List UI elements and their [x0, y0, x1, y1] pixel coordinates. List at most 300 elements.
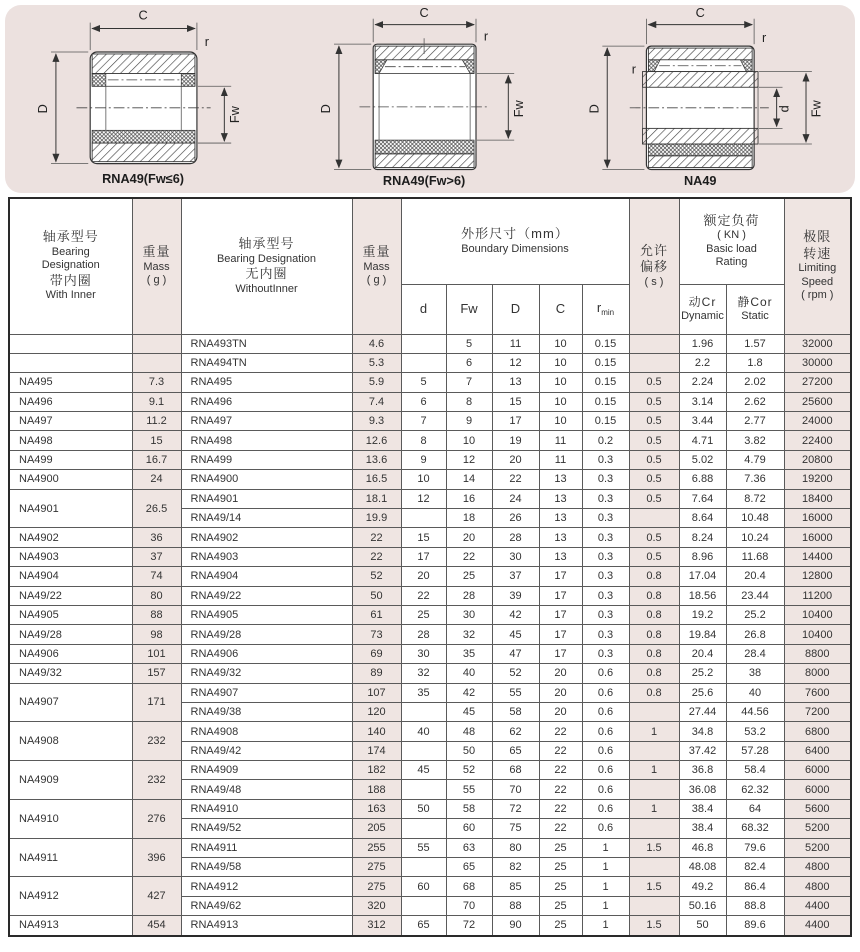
rna-mass-cell: 52	[352, 567, 401, 586]
rna-mass-cell: 275	[352, 858, 401, 877]
allowable-offset-cell: 0.8	[629, 625, 679, 644]
allowable-offset-cell: 0.5	[629, 450, 679, 469]
diagram-rna49-fw-large	[288, 5, 571, 193]
rna-designation-cell: RNA495	[181, 373, 352, 392]
na-designation-cell: NA49/32	[9, 664, 132, 683]
dim-rmin-cell: 0.3	[582, 586, 629, 605]
diagram-caption: NA49	[683, 173, 717, 189]
na-designation-cell: NA4908	[9, 722, 132, 761]
dim-d-cell: 17	[401, 547, 446, 566]
na-designation-cell: NA495	[9, 373, 132, 392]
table-row	[9, 877, 851, 896]
rna-mass-cell: 4.6	[352, 334, 401, 353]
limiting-speed-cell: 7200	[784, 702, 851, 721]
na-mass-cell: 74	[132, 567, 181, 586]
rna-mass-cell: 19.9	[352, 509, 401, 528]
allowable-offset-cell: 1	[629, 761, 679, 780]
rna-mass-cell: 163	[352, 799, 401, 818]
rna-designation-cell: RNA496	[181, 392, 352, 411]
allowable-offset-cell	[629, 702, 679, 721]
dim-d-cell	[401, 509, 446, 528]
col-group-basic-load-rating: 额定负荷 ( KN ) Basic load Rating	[679, 198, 784, 284]
dim-d-cell: 40	[401, 722, 446, 741]
na-mass-cell: 37	[132, 547, 181, 566]
dim-d-cell: 5	[401, 373, 446, 392]
na-designation-cell: NA4904	[9, 567, 132, 586]
limiting-speed-cell: 14400	[784, 547, 851, 566]
allowable-offset-cell	[629, 780, 679, 799]
dim-C-cell: 17	[539, 625, 582, 644]
allowable-offset-cell: 1.5	[629, 838, 679, 857]
dim-rmin-cell: 0.2	[582, 431, 629, 450]
dynamic-load-cell: 4.71	[679, 431, 726, 450]
dim-label-C: C	[138, 7, 148, 23]
dynamic-load-cell: 8.64	[679, 509, 726, 528]
allowable-offset-cell: 0.8	[629, 567, 679, 586]
allowable-offset-cell: 0.5	[629, 392, 679, 411]
table-row	[9, 625, 851, 644]
dynamic-load-cell: 25.2	[679, 664, 726, 683]
allowable-offset-cell	[629, 741, 679, 760]
static-load-cell: 7.36	[726, 470, 784, 489]
bearing-cross-section-drawing	[11, 5, 281, 193]
dim-rmin-cell: 0.3	[582, 528, 629, 547]
dim-fw-cell: 16	[446, 489, 492, 508]
dim-D-cell: 47	[492, 644, 539, 663]
dim-d-cell: 8	[401, 431, 446, 450]
na-designation-cell: NA498	[9, 431, 132, 450]
dim-fw-cell: 14	[446, 470, 492, 489]
col-header-C: C	[539, 284, 582, 334]
na-mass-cell: 11.2	[132, 412, 181, 431]
rna-mass-cell: 18.1	[352, 489, 401, 508]
dim-rmin-cell: 1	[582, 858, 629, 877]
rna-designation-cell: RNA4908	[181, 722, 352, 741]
dynamic-load-cell: 38.4	[679, 819, 726, 838]
rna-designation-cell: RNA49/52	[181, 819, 352, 838]
dim-rmin-cell: 0.3	[582, 470, 629, 489]
allowable-offset-cell: 0.5	[629, 412, 679, 431]
dim-d-cell	[401, 702, 446, 721]
dim-d-cell	[401, 819, 446, 838]
static-load-cell: 4.79	[726, 450, 784, 469]
bearing-cross-section-drawing	[294, 5, 564, 193]
na-mass-cell: 26.5	[132, 489, 181, 528]
na-designation-cell: NA4913	[9, 916, 132, 936]
limiting-speed-cell: 18400	[784, 489, 851, 508]
rna-mass-cell: 140	[352, 722, 401, 741]
na-mass-cell: 36	[132, 528, 181, 547]
na-designation-cell: NA4901	[9, 489, 132, 528]
dim-d-cell: 50	[401, 799, 446, 818]
dim-d-cell: 45	[401, 761, 446, 780]
static-load-cell: 2.02	[726, 373, 784, 392]
rna-designation-cell: RNA4900	[181, 470, 352, 489]
rna-mass-cell: 275	[352, 877, 401, 896]
dim-rmin-cell: 0.6	[582, 664, 629, 683]
limiting-speed-cell: 20800	[784, 450, 851, 469]
dynamic-load-cell: 6.88	[679, 470, 726, 489]
dynamic-load-cell: 17.04	[679, 567, 726, 586]
dim-rmin-cell: 0.15	[582, 392, 629, 411]
dim-d-cell	[401, 858, 446, 877]
na-designation-cell: NA4900	[9, 470, 132, 489]
dim-fw-cell: 40	[446, 664, 492, 683]
dim-D-cell: 72	[492, 799, 539, 818]
table-row	[9, 586, 851, 605]
dim-C-cell: 13	[539, 489, 582, 508]
dim-C-cell: 22	[539, 722, 582, 741]
dim-C-cell: 25	[539, 877, 582, 896]
dim-rmin-cell: 0.3	[582, 605, 629, 624]
dim-D-cell: 75	[492, 819, 539, 838]
dim-fw-cell: 45	[446, 702, 492, 721]
dim-D-cell: 62	[492, 722, 539, 741]
dynamic-load-cell: 46.8	[679, 838, 726, 857]
dynamic-load-cell: 48.08	[679, 858, 726, 877]
dim-d-cell	[401, 780, 446, 799]
dim-d-cell: 30	[401, 644, 446, 663]
dim-C-cell: 20	[539, 664, 582, 683]
dim-label-r: r	[483, 28, 488, 44]
na-mass-cell: 101	[132, 644, 181, 663]
dim-fw-cell: 68	[446, 877, 492, 896]
rna-designation-cell: RNA4902	[181, 528, 352, 547]
dim-d-cell: 20	[401, 567, 446, 586]
static-load-cell: 10.48	[726, 509, 784, 528]
dim-d-cell	[401, 896, 446, 915]
allowable-offset-cell: 0.8	[629, 586, 679, 605]
dim-C-cell: 10	[539, 373, 582, 392]
table-body	[9, 334, 851, 936]
bearing-diagrams-panel	[5, 5, 855, 193]
dim-D-cell: 19	[492, 431, 539, 450]
dim-label-D: D	[317, 104, 333, 114]
dim-C-cell: 17	[539, 644, 582, 663]
dynamic-load-cell: 7.64	[679, 489, 726, 508]
dim-D-cell: 88	[492, 896, 539, 915]
dim-D-cell: 26	[492, 509, 539, 528]
rna-mass-cell: 205	[352, 819, 401, 838]
allowable-offset-cell: 1.5	[629, 877, 679, 896]
dim-fw-cell: 18	[446, 509, 492, 528]
rna-designation-cell: RNA494TN	[181, 353, 352, 372]
limiting-speed-cell: 4800	[784, 858, 851, 877]
na-designation-cell: NA496	[9, 392, 132, 411]
dim-D-cell: 13	[492, 373, 539, 392]
na-designation-cell: NA4903	[9, 547, 132, 566]
table-row	[9, 644, 851, 663]
dynamic-load-cell: 18.56	[679, 586, 726, 605]
dim-D-cell: 65	[492, 741, 539, 760]
limiting-speed-cell: 6000	[784, 780, 851, 799]
na-mass-cell: 454	[132, 916, 181, 936]
dim-d-cell: 65	[401, 916, 446, 936]
dim-rmin-cell: 0.3	[582, 625, 629, 644]
dynamic-load-cell: 2.2	[679, 353, 726, 372]
dim-label-r: r	[205, 34, 210, 50]
dim-fw-cell: 12	[446, 450, 492, 469]
rna-designation-cell: RNA4912	[181, 877, 352, 896]
limiting-speed-cell: 19200	[784, 470, 851, 489]
limiting-speed-cell: 6800	[784, 722, 851, 741]
table-row	[9, 392, 851, 411]
dim-D-cell: 30	[492, 547, 539, 566]
allowable-offset-cell: 1	[629, 722, 679, 741]
na-designation-cell: NA49/28	[9, 625, 132, 644]
col-header-d: d	[401, 284, 446, 334]
limiting-speed-cell: 6400	[784, 741, 851, 760]
col-header-static: 静Cor Static	[726, 284, 784, 334]
dim-rmin-cell: 0.3	[582, 644, 629, 663]
allowable-offset-cell: 0.5	[629, 489, 679, 508]
dim-C-cell: 25	[539, 838, 582, 857]
na-mass-cell: 9.1	[132, 392, 181, 411]
dim-C-cell: 17	[539, 567, 582, 586]
dim-label-D: D	[586, 104, 602, 114]
na-mass-cell: 396	[132, 838, 181, 877]
dim-D-cell: 68	[492, 761, 539, 780]
dim-C-cell: 22	[539, 741, 582, 760]
static-load-cell: 82.4	[726, 858, 784, 877]
dim-D-cell: 20	[492, 450, 539, 469]
allowable-offset-cell: 1.5	[629, 916, 679, 936]
rna-mass-cell: 107	[352, 683, 401, 702]
na-mass-cell: 7.3	[132, 373, 181, 392]
dynamic-load-cell: 36.8	[679, 761, 726, 780]
na-mass-cell	[132, 353, 181, 372]
rna-designation-cell: RNA4903	[181, 547, 352, 566]
static-load-cell: 1.8	[726, 353, 784, 372]
col-header-allowable-offset: 允许 偏移 ( s )	[629, 198, 679, 334]
dim-fw-cell: 28	[446, 586, 492, 605]
rna-mass-cell: 188	[352, 780, 401, 799]
rna-mass-cell: 312	[352, 916, 401, 936]
rna-designation-cell: RNA497	[181, 412, 352, 431]
static-load-cell: 38	[726, 664, 784, 683]
table-row	[9, 605, 851, 624]
static-load-cell: 25.2	[726, 605, 784, 624]
rna-mass-cell: 16.5	[352, 470, 401, 489]
dim-C-cell: 22	[539, 819, 582, 838]
rna-designation-cell: RNA49/48	[181, 780, 352, 799]
dim-label-D: D	[35, 104, 51, 114]
dynamic-load-cell: 49.2	[679, 877, 726, 896]
static-load-cell: 57.28	[726, 741, 784, 760]
dim-fw-cell: 30	[446, 605, 492, 624]
dim-d-cell: 10	[401, 470, 446, 489]
rna-designation-cell: RNA49/14	[181, 509, 352, 528]
dim-d-cell: 32	[401, 664, 446, 683]
dim-D-cell: 11	[492, 334, 539, 353]
na-designation-cell: NA49/22	[9, 586, 132, 605]
dim-rmin-cell: 0.6	[582, 819, 629, 838]
dim-D-cell: 28	[492, 528, 539, 547]
static-load-cell: 23.44	[726, 586, 784, 605]
dim-d-cell	[401, 741, 446, 760]
dim-fw-cell: 63	[446, 838, 492, 857]
static-load-cell: 11.68	[726, 547, 784, 566]
dim-C-cell: 10	[539, 392, 582, 411]
dim-rmin-cell: 0.3	[582, 509, 629, 528]
table-row	[9, 916, 851, 936]
table-row	[9, 567, 851, 586]
dim-C-cell: 17	[539, 605, 582, 624]
dim-fw-cell: 70	[446, 896, 492, 915]
dim-d-cell: 9	[401, 450, 446, 469]
col-header-without-inner: 轴承型号 Bearing Designation 无内圈 WithoutInner	[181, 198, 352, 334]
na-mass-cell: 276	[132, 799, 181, 838]
na-mass-cell	[132, 334, 181, 353]
static-load-cell: 28.4	[726, 644, 784, 663]
dim-D-cell: 39	[492, 586, 539, 605]
rna-mass-cell: 320	[352, 896, 401, 915]
dynamic-load-cell: 1.96	[679, 334, 726, 353]
rna-designation-cell: RNA49/58	[181, 858, 352, 877]
limiting-speed-cell: 11200	[784, 586, 851, 605]
dim-D-cell: 12	[492, 353, 539, 372]
rna-mass-cell: 73	[352, 625, 401, 644]
dim-rmin-cell: 0.3	[582, 547, 629, 566]
dim-D-cell: 82	[492, 858, 539, 877]
dynamic-load-cell: 2.24	[679, 373, 726, 392]
limiting-speed-cell: 4400	[784, 916, 851, 936]
dim-label-Fw: Fw	[510, 100, 526, 118]
dim-D-cell: 58	[492, 702, 539, 721]
dim-fw-cell: 9	[446, 412, 492, 431]
allowable-offset-cell	[629, 819, 679, 838]
table-row	[9, 470, 851, 489]
dim-fw-cell: 72	[446, 916, 492, 936]
static-load-cell: 44.56	[726, 702, 784, 721]
static-load-cell: 62.32	[726, 780, 784, 799]
dynamic-load-cell: 20.4	[679, 644, 726, 663]
dim-d-cell: 6	[401, 392, 446, 411]
dim-fw-cell: 7	[446, 373, 492, 392]
dim-label-Fw: Fw	[227, 106, 243, 124]
dim-C-cell: 11	[539, 450, 582, 469]
na-mass-cell: 15	[132, 431, 181, 450]
rna-mass-cell: 61	[352, 605, 401, 624]
na-mass-cell: 98	[132, 625, 181, 644]
dim-D-cell: 37	[492, 567, 539, 586]
dim-fw-cell: 42	[446, 683, 492, 702]
rna-designation-cell: RNA49/22	[181, 586, 352, 605]
dim-C-cell: 22	[539, 799, 582, 818]
dim-rmin-cell: 0.6	[582, 702, 629, 721]
dim-C-cell: 20	[539, 702, 582, 721]
rna-mass-cell: 22	[352, 528, 401, 547]
limiting-speed-cell: 24000	[784, 412, 851, 431]
dynamic-load-cell: 37.42	[679, 741, 726, 760]
static-load-cell: 86.4	[726, 877, 784, 896]
rna-mass-cell: 13.6	[352, 450, 401, 469]
allowable-offset-cell: 0.5	[629, 431, 679, 450]
dim-C-cell: 10	[539, 353, 582, 372]
dim-fw-cell: 8	[446, 392, 492, 411]
dim-rmin-cell: 0.3	[582, 489, 629, 508]
table-row	[9, 838, 851, 857]
dynamic-load-cell: 3.14	[679, 392, 726, 411]
allowable-offset-cell: 1	[629, 799, 679, 818]
dim-fw-cell: 60	[446, 819, 492, 838]
rna-designation-cell: RNA4909	[181, 761, 352, 780]
table-row	[9, 353, 851, 372]
rna-mass-cell: 5.3	[352, 353, 401, 372]
col-header-mass-inner: 重量 Mass ( g )	[132, 198, 181, 334]
table-row	[9, 528, 851, 547]
static-load-cell: 88.8	[726, 896, 784, 915]
rna-designation-cell: RNA49/32	[181, 664, 352, 683]
na-mass-cell: 171	[132, 683, 181, 722]
na-mass-cell: 24	[132, 470, 181, 489]
table-row	[9, 664, 851, 683]
dim-D-cell: 24	[492, 489, 539, 508]
col-header-fw: Fw	[446, 284, 492, 334]
rna-mass-cell: 5.9	[352, 373, 401, 392]
dim-d-cell: 25	[401, 605, 446, 624]
rna-designation-cell: RNA498	[181, 431, 352, 450]
na-mass-cell: 80	[132, 586, 181, 605]
dim-d-cell: 22	[401, 586, 446, 605]
dynamic-load-cell: 8.24	[679, 528, 726, 547]
diagram-caption: RNA49(Fw≤6)	[102, 171, 185, 187]
dim-C-cell: 13	[539, 509, 582, 528]
dim-rmin-cell: 0.3	[582, 450, 629, 469]
rna-mass-cell: 69	[352, 644, 401, 663]
dim-label-r: r	[761, 30, 767, 46]
rna-designation-cell: RNA4911	[181, 838, 352, 857]
na-mass-cell: 157	[132, 664, 181, 683]
dim-rmin-cell: 0.15	[582, 412, 629, 431]
na-designation-cell: NA4902	[9, 528, 132, 547]
dim-C-cell: 13	[539, 547, 582, 566]
dim-C-cell: 22	[539, 780, 582, 799]
dim-C-cell: 25	[539, 916, 582, 936]
dim-fw-cell: 5	[446, 334, 492, 353]
allowable-offset-cell: 0.8	[629, 605, 679, 624]
dynamic-load-cell: 8.96	[679, 547, 726, 566]
dim-D-cell: 22	[492, 470, 539, 489]
dim-rmin-cell: 0.6	[582, 683, 629, 702]
dim-fw-cell: 55	[446, 780, 492, 799]
na-designation-cell: NA4911	[9, 838, 132, 877]
table-row	[9, 799, 851, 818]
col-header-limiting-speed: 极限 转速 Limiting Speed ( rpm )	[784, 198, 851, 334]
limiting-speed-cell: 27200	[784, 373, 851, 392]
bearing-specs-table	[8, 197, 852, 937]
dim-C-cell: 22	[539, 761, 582, 780]
dim-fw-cell: 20	[446, 528, 492, 547]
dim-fw-cell: 32	[446, 625, 492, 644]
na-designation-cell: NA4907	[9, 683, 132, 722]
na-mass-cell: 232	[132, 761, 181, 800]
rna-designation-cell: RNA4906	[181, 644, 352, 663]
static-load-cell: 8.72	[726, 489, 784, 508]
dim-C-cell: 10	[539, 334, 582, 353]
dynamic-load-cell: 5.02	[679, 450, 726, 469]
dim-fw-cell: 22	[446, 547, 492, 566]
dim-fw-cell: 48	[446, 722, 492, 741]
rna-mass-cell: 174	[352, 741, 401, 760]
na-designation-cell: NA499	[9, 450, 132, 469]
dim-D-cell: 70	[492, 780, 539, 799]
table-row	[9, 412, 851, 431]
table-row	[9, 450, 851, 469]
col-group-boundary-dimensions: 外形尺寸（mm） Boundary Dimensions	[401, 198, 629, 284]
dim-d-cell: 28	[401, 625, 446, 644]
dim-C-cell: 25	[539, 896, 582, 915]
